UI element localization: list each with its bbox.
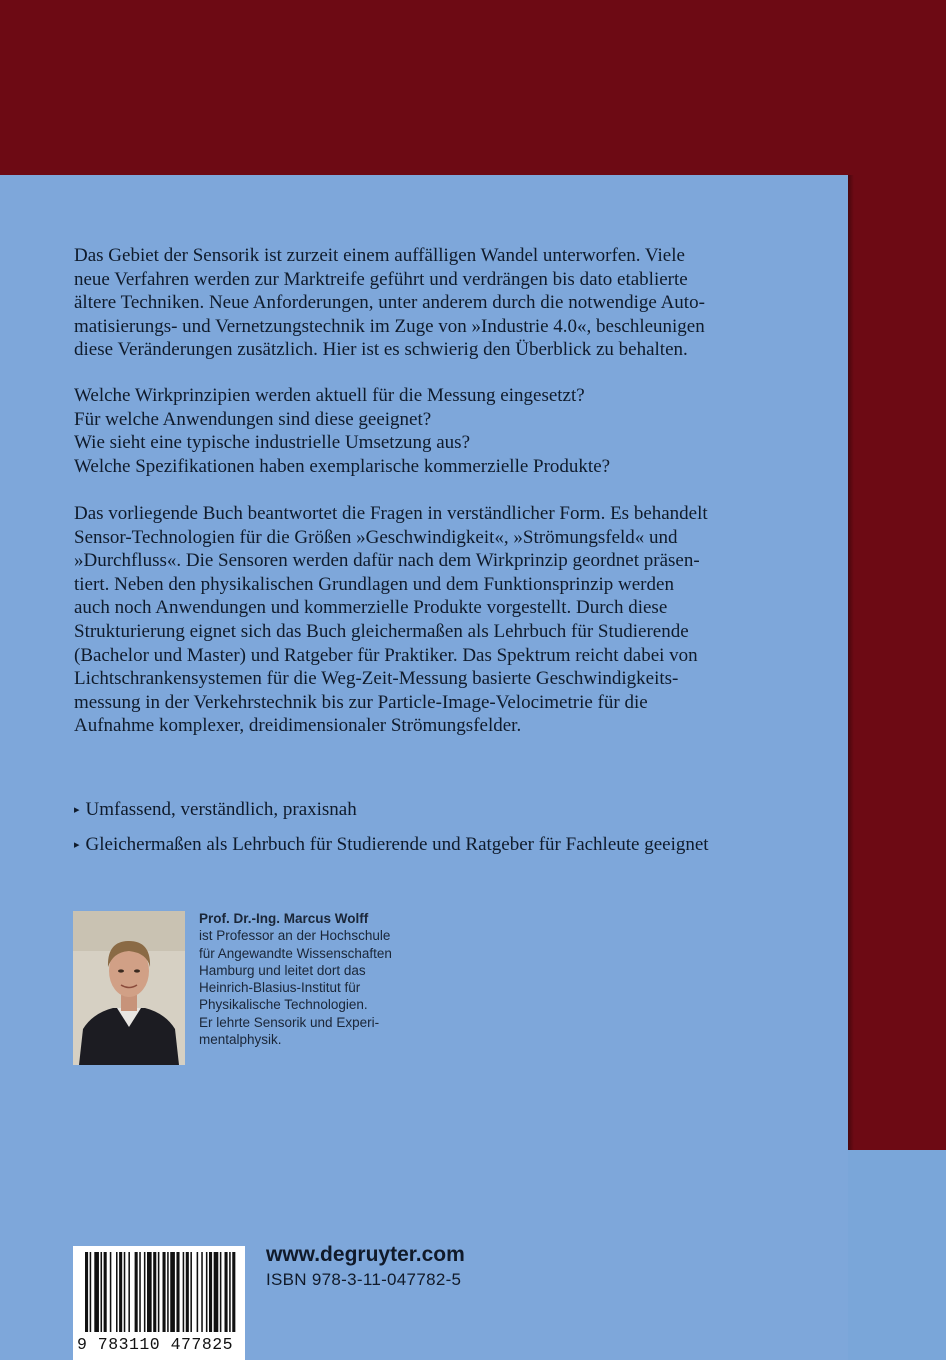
author-bio-line: mentalphysik. (199, 1032, 282, 1048)
barcode-bar (135, 1252, 138, 1332)
barcode-bar (170, 1252, 175, 1332)
barcode-bar (139, 1252, 141, 1332)
intro-line: neue Verfahren werden zur Marktreife geführt und verdrängen bis dato etablierte (74, 268, 688, 290)
barcode-bar (153, 1252, 156, 1332)
author-bio-line: für Angewandte Wissenschaften (199, 945, 392, 961)
isbn-barcode (73, 1246, 245, 1360)
description-line: auch noch Anwendungen und kommerzielle Produkte vorgestellt. Durch diese (74, 597, 668, 619)
barcode-bar (110, 1252, 112, 1332)
barcode-bar (186, 1252, 189, 1332)
author-bio-line: ist Professor an der Hochschule (199, 928, 391, 944)
question-line: Für welche Anwendungen sind diese geeignet? (74, 408, 432, 430)
bullet-item (74, 798, 357, 824)
question-line: Welche Spezifikationen haben exemplarische kommerzielle Produkte? (74, 455, 611, 477)
barcode-bar (229, 1252, 231, 1332)
triangle-bullet-icon: ▸ (74, 804, 80, 816)
intro-paragraph (74, 244, 774, 362)
barcode-bar (232, 1252, 235, 1332)
author-name: Prof. Dr.-Ing. Marcus Wolff (199, 911, 369, 926)
description-line: Lichtschrankensystemen für die Weg-Zeit-Messung basierte Geschwindigkeits- (74, 668, 679, 690)
question-line: Welche Wirkprinzipien werden aktuell für die Messung eingesetzt? (74, 385, 585, 406)
author-bio-line: Er lehrte Sensorik und Experi- (199, 1014, 380, 1030)
barcode-bar (94, 1252, 99, 1332)
intro-line: ältere Techniken. Neue Anforderungen, unter anderem durch die notwendige Auto- (74, 292, 705, 314)
description-line: Sensor-Technologien für die Größen »Geschwindigkeit«, »Strömungsfeld« und (74, 526, 678, 548)
barcode-bar (158, 1252, 160, 1332)
description-line: (Bachelor und Master) und Ratgeber für Praktiker. Das Spektrum reicht dabei von (74, 644, 698, 666)
barcode-bar (225, 1252, 228, 1332)
barcode-bar (201, 1252, 203, 1332)
description-line: »Durchfluss«. Die Sensoren werden dafür nach dem Wirkprinzip geordnet präsen- (74, 550, 700, 572)
questions-block (74, 384, 774, 478)
barcode-bar (209, 1252, 212, 1332)
barcode-bar (167, 1252, 169, 1332)
barcode-bar (190, 1252, 192, 1332)
author-bio-line: Hamburg und leitet dort das (199, 962, 366, 978)
isbn-number: ISBN 978-3-11-047782-5 (266, 1270, 462, 1289)
panel-shadow (848, 175, 854, 1150)
barcode-bar (214, 1252, 219, 1332)
barcode-bar (206, 1252, 208, 1332)
author-portrait-icon (73, 911, 185, 1065)
lower-right-panel (848, 1150, 946, 1360)
barcode-bar (163, 1252, 166, 1332)
barcode-bar (104, 1252, 107, 1332)
description-line: Aufnahme komplexer, dreidimensionaler Strömungsfelder. (74, 715, 522, 737)
barcode-bar (90, 1252, 92, 1332)
barcode-bar (128, 1252, 130, 1332)
description-line: tiert. Neben den physikalischen Grundlagen und dem Funktionsprinzip werden (74, 573, 674, 595)
bullet-item (74, 833, 709, 859)
intro-line: Das Gebiet der Sensorik ist zurzeit einem auffälligen Wandel unterworfen. Viele (74, 245, 685, 266)
barcode-bar (220, 1252, 222, 1332)
barcode-bar (176, 1252, 179, 1332)
barcode-bar (183, 1252, 185, 1332)
barcode-bar (119, 1252, 122, 1332)
description-line: Das vorliegende Buch beantwortet die Fragen in verständlicher Form. Es behandelt (74, 503, 708, 524)
publisher-website[interactable]: www.degruyter.com (266, 1243, 465, 1266)
barcode-bar (124, 1252, 126, 1332)
barcode-bar (144, 1252, 146, 1332)
barcode-icon (73, 1246, 245, 1336)
question-line: Wie sieht eine typische industrielle Umsetzung aus? (74, 432, 471, 454)
description-line: Strukturierung eignet sich das Buch gleichermaßen als Lehrbuch für Studierende (74, 620, 689, 642)
author-bio (199, 910, 459, 1048)
author-bio-line: Physikalische Technologien. (199, 997, 368, 1013)
barcode-bar (197, 1252, 199, 1332)
author-photo (73, 911, 185, 1065)
triangle-bullet-icon: ▸ (74, 839, 80, 851)
barcode-bar (85, 1252, 88, 1332)
intro-line: matisierungs- und Vernetzungstechnik im Zuge von »Industrie 4.0«, beschleunigen (74, 315, 705, 337)
description-paragraph (74, 502, 774, 738)
bullet-text: Gleichermaßen als Lehrbuch für Studierende und Ratgeber für Fachleute geeignet (85, 834, 709, 855)
intro-line: diese Veränderungen zusätzlich. Hier ist es schwierig den Überblick zu behalten. (74, 339, 688, 361)
bullet-text: Umfassend, verständlich, praxisnah (85, 799, 357, 820)
barcode-bar (101, 1252, 103, 1332)
author-bio-line: Heinrich-Blasius-Institut für (199, 980, 361, 996)
barcode-digits: 9 783110 477825 (77, 1335, 234, 1354)
barcode-bar (116, 1252, 118, 1332)
barcode-bar (147, 1252, 152, 1332)
description-line: messung in der Verkehrstechnik bis zur Particle-Image-Velocimetrie für die (74, 691, 648, 713)
